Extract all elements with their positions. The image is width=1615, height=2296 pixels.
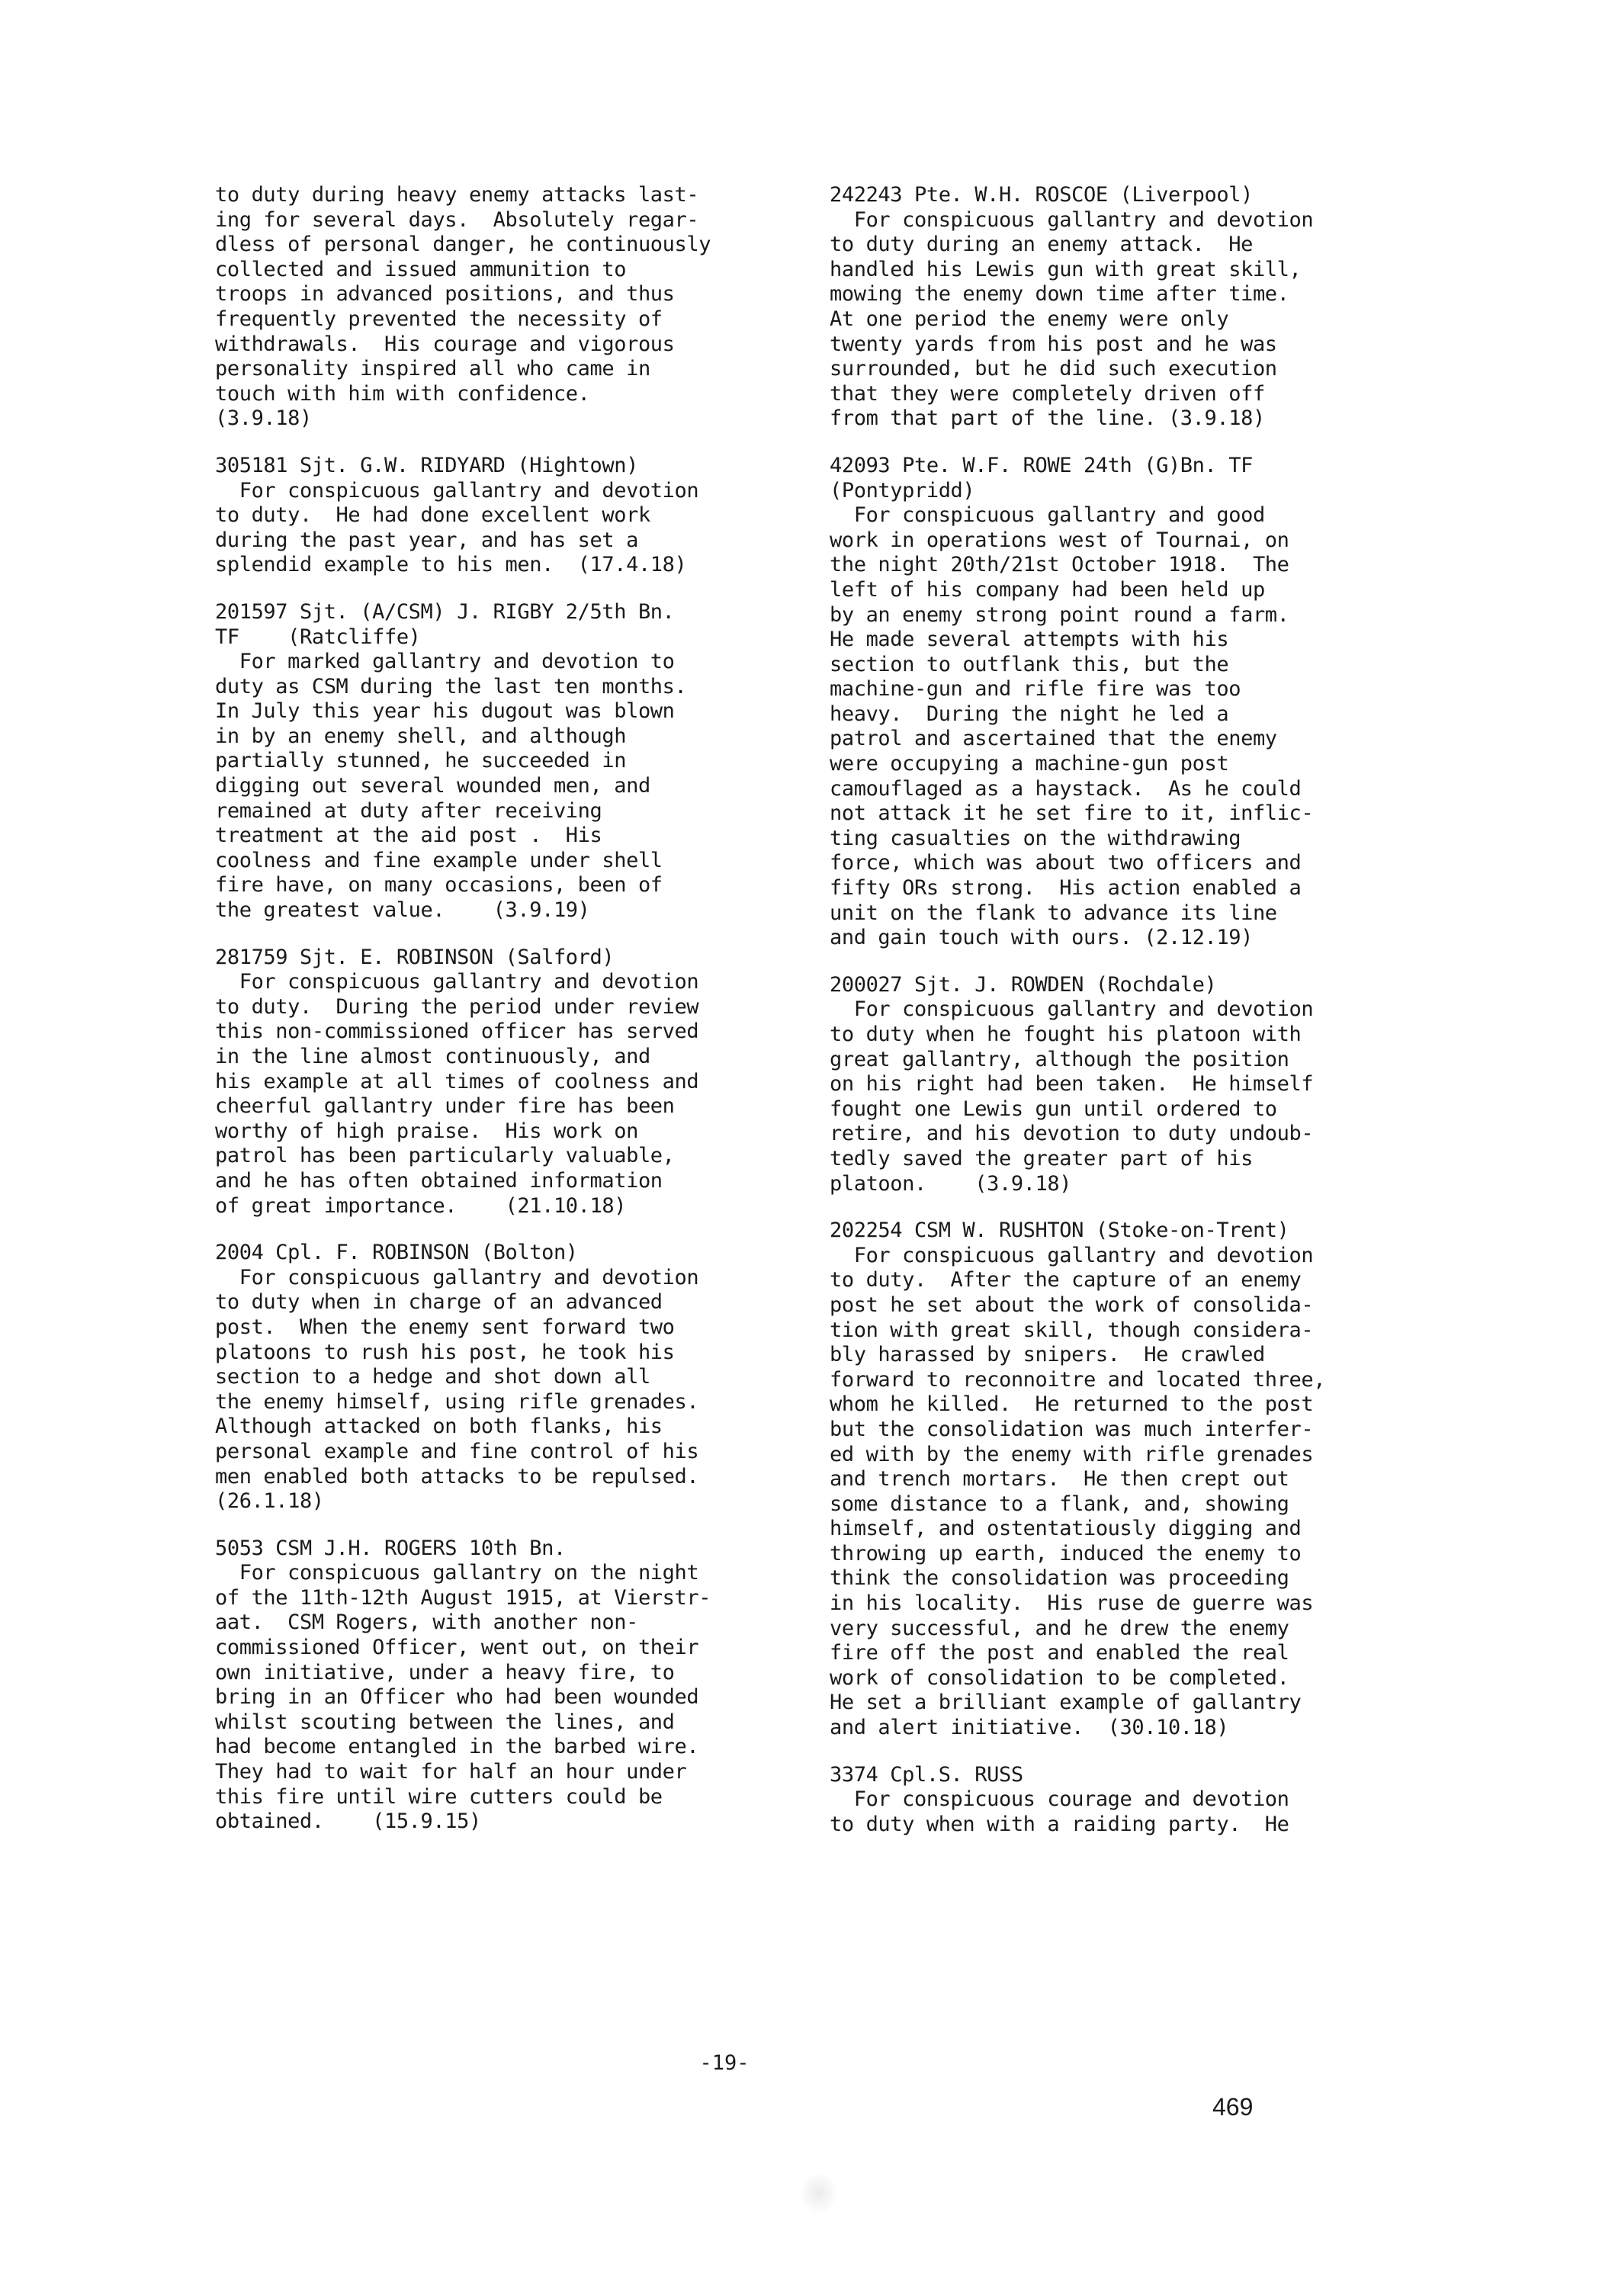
citation-text-line: whom he killed. He returned to the post bbox=[830, 1392, 1314, 1417]
citation-text-line: by an enemy strong point round a farm. bbox=[830, 602, 1289, 627]
citation-text-line: this fire until wire cutters could be bbox=[215, 1784, 663, 1809]
citation-text-line: fire have, on many occasions, been of bbox=[215, 873, 663, 898]
citation-text-line: patrol and ascertained that the enemy bbox=[830, 727, 1277, 751]
citation-heading-line: 5053 CSM J.H. ROGERS 10th Bn. bbox=[215, 1536, 566, 1560]
citation-text-line: ed with by the enemy with rifle grenades bbox=[830, 1442, 1314, 1466]
citation-heading-line: 201597 Sjt. (A/CSM) J. RIGBY 2/5th Bn. bbox=[215, 599, 675, 624]
page-number: -19- bbox=[699, 2051, 750, 2075]
citation-heading-line: 202254 CSM W. RUSHTON (Stoke-on-Trent) bbox=[830, 1219, 1289, 1243]
citation-text-line: men enabled both attacks to be repulsed. bbox=[215, 1464, 699, 1488]
citation-text-line: At one period the enemy were only bbox=[830, 307, 1229, 331]
citation-text-line: dless of personal danger, he continuously bbox=[215, 233, 711, 257]
citation-entry bbox=[830, 973, 1455, 1196]
citation-text-line: Although attacked on both flanks, his bbox=[215, 1415, 663, 1439]
citation-heading-line: 3374 Cpl.S. RUSS bbox=[830, 1762, 1023, 1787]
citation-text-line: TF (Ratcliffe) bbox=[215, 625, 421, 649]
citation-text-line: treatment at the aid post . His bbox=[215, 824, 602, 848]
left-column bbox=[215, 183, 840, 1857]
citation-text-line: For conspicuous gallantry and devotion bbox=[830, 1243, 1314, 1267]
citation-entry bbox=[830, 454, 1455, 951]
citation-text-line: troops in advanced positions, and thus bbox=[215, 282, 675, 307]
scan-smudge bbox=[801, 2173, 837, 2213]
citation-text-line: his example at all times of coolness and bbox=[215, 1069, 699, 1093]
citation-text-line: great gallantry, although the position bbox=[830, 1047, 1289, 1071]
citation-text-line: and he has often obtained information bbox=[215, 1168, 663, 1193]
citation-entry bbox=[830, 1219, 1455, 1740]
citation-text-line: (Pontypridd) bbox=[830, 478, 975, 503]
citation-text-line: fought one Lewis gun until ordered to bbox=[830, 1097, 1277, 1121]
citation-text-line: For conspicuous gallantry on the night bbox=[215, 1561, 699, 1585]
citation-heading-line: 200027 Sjt. J. ROWDEN (Rochdale) bbox=[830, 972, 1217, 997]
citation-text-line: had become entangled in the barbed wire. bbox=[215, 1735, 699, 1759]
citation-text-line: coolness and fine example under shell bbox=[215, 848, 663, 872]
citation-heading-line: 2004 Cpl. F. ROBINSON (Bolton) bbox=[215, 1241, 578, 1265]
citation-text-line: digging out several wounded men, and bbox=[215, 774, 650, 798]
citation-text-line: obtained. (15.9.15) bbox=[215, 1810, 481, 1834]
citation-text-line: For conspicuous gallantry and devotion bbox=[215, 970, 699, 994]
citation-text-line: cheerful gallantry under fire has been bbox=[215, 1094, 675, 1119]
citation-text-line: of the 11th-12th August 1915, at Vierstr- bbox=[215, 1585, 711, 1610]
citation-text-line: that they were completely driven off bbox=[830, 381, 1265, 406]
citation-text-line: duty as CSM during the last ten months. bbox=[215, 674, 687, 698]
citation-text-line: In July this year his dugout was blown bbox=[215, 699, 675, 724]
citation-text-line: post. When the enemy sent forward two bbox=[215, 1315, 675, 1339]
citation-text-line: to duty. After the capture of an enemy bbox=[830, 1268, 1302, 1293]
citation-text-line: (26.1.18) bbox=[215, 1489, 324, 1514]
citation-entry bbox=[830, 1763, 1455, 1838]
citation-text-line: think the consolidation was proceeding bbox=[830, 1566, 1289, 1591]
citation-text-line: himself, and ostentatiously digging and bbox=[830, 1517, 1302, 1541]
citation-text-line: this non-commissioned officer has served bbox=[215, 1020, 699, 1044]
citation-text-line: platoon. (3.9.18) bbox=[830, 1171, 1072, 1196]
citation-heading-line: 242243 Pte. W.H. ROSCOE (Liverpool) bbox=[830, 183, 1253, 207]
citation-text-line: patrol has been particularly valuable, bbox=[215, 1144, 675, 1168]
citation-text-line: were occupying a machine-gun post bbox=[830, 752, 1229, 776]
citation-text-line: ting casualties on the withdrawing bbox=[830, 826, 1241, 850]
citation-text-line: commissioned Officer, went out, on their bbox=[215, 1636, 699, 1660]
citation-text-line: retire, and his devotion to duty undoub- bbox=[830, 1122, 1314, 1146]
citation-text-line: very successful, and he drew the enemy bbox=[830, 1616, 1289, 1640]
citation-text-line: post he set about the work of consolida- bbox=[830, 1293, 1314, 1317]
citation-heading-line: 281759 Sjt. E. ROBINSON (Salford) bbox=[215, 945, 615, 969]
citation-text-line: tedly saved the greater part of his bbox=[830, 1146, 1253, 1170]
citation-heading-line: to duty during heavy enemy attacks last- bbox=[215, 183, 699, 207]
citation-text-line: camouflaged as a haystack. As he could bbox=[830, 776, 1302, 801]
citation-text-line: force, which was about two officers and bbox=[830, 851, 1302, 875]
citation-text-line: section to a hedge and shot down all bbox=[215, 1365, 650, 1389]
citation-text-line: throwing up earth, induced the enemy to bbox=[830, 1541, 1302, 1565]
citation-text-line: in the line almost continuously, and bbox=[215, 1045, 650, 1068]
citation-entry bbox=[830, 183, 1455, 432]
citation-text-line: the greatest value. (3.9.19) bbox=[215, 898, 590, 923]
citation-entry bbox=[215, 183, 840, 432]
citation-text-line: For conspicuous gallantry and devotion bbox=[215, 1265, 699, 1289]
citation-text-line: during the past year, and has set a bbox=[215, 528, 638, 552]
citation-text-line: in by an enemy shell, and although bbox=[215, 724, 627, 748]
citation-text-line: some distance to a flank, and, showing bbox=[830, 1492, 1289, 1516]
citation-text-line: in his locality. His ruse de guerre was bbox=[830, 1591, 1314, 1616]
citation-text-line: of great importance. (21.10.18) bbox=[215, 1193, 627, 1218]
citation-text-line: whilst scouting between the lines, and bbox=[215, 1710, 675, 1734]
citation-text-line: For conspicuous courage and devotion bbox=[830, 1787, 1289, 1812]
citation-heading-line: 305181 Sjt. G.W. RIDYARD (Hightown) bbox=[215, 453, 638, 477]
citation-text-line: For conspicuous gallantry and good bbox=[830, 503, 1265, 528]
citation-text-line: from that part of the line. (3.9.18) bbox=[830, 406, 1265, 431]
citation-text-line: remained at duty after receiving bbox=[215, 798, 602, 823]
citation-text-line: section to outflank this, but the bbox=[830, 652, 1229, 676]
citation-text-line: machine-gun and rifle fire was too bbox=[830, 677, 1241, 702]
citation-text-line: fire off the post and enabled the real bbox=[830, 1641, 1289, 1665]
citation-text-line: They had to wait for half an hour under bbox=[215, 1760, 687, 1784]
citation-entry bbox=[215, 1241, 840, 1514]
citation-text-line: own initiative, under a heavy fire, to bbox=[215, 1660, 675, 1684]
citation-text-line: to duty during an enemy attack. He bbox=[830, 233, 1253, 257]
citation-text-line: to duty when with a raiding party. He bbox=[830, 1812, 1289, 1836]
citation-text-line: For conspicuous gallantry and devotion bbox=[830, 207, 1314, 232]
citation-text-line: platoons to rush his post, he took his bbox=[215, 1340, 675, 1364]
citation-text-line: left of his company had been held up bbox=[830, 577, 1265, 602]
citation-text-line: unit on the flank to advance its line bbox=[830, 901, 1277, 925]
citation-text-line: and alert initiative. (30.10.18) bbox=[830, 1716, 1229, 1740]
citation-text-line: tion with great skill, though considera- bbox=[830, 1318, 1314, 1342]
citation-text-line: on his right had been taken. He himself bbox=[830, 1072, 1314, 1097]
citation-text-line: For conspicuous gallantry and devotion bbox=[215, 478, 699, 503]
citation-text-line: ing for several days. Absolutely regar- bbox=[215, 207, 699, 232]
citation-entry bbox=[215, 454, 840, 578]
citation-text-line: He made several attempts with his bbox=[830, 628, 1229, 652]
citation-text-line: (3.9.18) bbox=[215, 406, 312, 431]
citation-text-line: surrounded, but he did such execution bbox=[830, 357, 1277, 381]
citation-text-line: For marked gallantry and devotion to bbox=[215, 650, 675, 674]
citation-text-line: forward to reconnoitre and located three, bbox=[830, 1367, 1326, 1392]
citation-text-line: frequently prevented the necessity of bbox=[215, 307, 663, 331]
citation-text-line: partially stunned, he succeeded in bbox=[215, 749, 627, 773]
citation-text-line: bly harassed by snipers. He crawled bbox=[830, 1343, 1265, 1367]
citation-text-line: bring in an Officer who had been wounded bbox=[215, 1685, 699, 1710]
citation-text-line: and trench mortars. He then crept out bbox=[830, 1467, 1289, 1492]
citation-text-line: withdrawals. His courage and vigorous bbox=[215, 332, 675, 356]
citation-text-line: to duty. During the period under review bbox=[215, 994, 699, 1019]
citation-text-line: the enemy himself, using rifle grenades. bbox=[215, 1389, 699, 1414]
citation-text-line: to duty when he fought his platoon with bbox=[830, 1023, 1302, 1046]
citation-text-line: aat. CSM Rogers, with another non- bbox=[215, 1610, 638, 1635]
citation-text-line: mowing the enemy down time after time. bbox=[830, 282, 1289, 307]
right-column bbox=[830, 183, 1455, 1859]
citation-text-line: the night 20th/21st October 1918. The bbox=[830, 553, 1289, 577]
citation-text-line: fifty ORs strong. His action enabled a bbox=[830, 876, 1302, 901]
citation-text-line: and gain touch with ours. (2.12.19) bbox=[830, 926, 1253, 950]
citation-text-line: He set a brilliant example of gallantry bbox=[830, 1691, 1302, 1715]
citation-text-line: twenty yards from his post and he was bbox=[830, 332, 1277, 356]
citation-text-line: not attack it he set fire to it, inflic- bbox=[830, 801, 1314, 826]
citation-text-line: handled his Lewis gun with great skill, bbox=[830, 257, 1302, 281]
citation-entry bbox=[215, 946, 840, 1219]
citation-text-line: splendid example to his men. (17.4.18) bbox=[215, 553, 687, 577]
citation-text-line: collected and issued ammunition to bbox=[215, 257, 627, 281]
citation-text-line: heavy. During the night he led a bbox=[830, 702, 1229, 726]
folio-number: 469 bbox=[1212, 2093, 1254, 2121]
citation-entry bbox=[215, 600, 840, 923]
citation-text-line: worthy of high praise. His work on bbox=[215, 1119, 638, 1143]
citation-text-line: personal example and fine control of his bbox=[215, 1439, 699, 1463]
citation-text-line: work of consolidation to be completed. bbox=[830, 1665, 1289, 1690]
citation-text-line: to duty. He had done excellent work bbox=[215, 503, 650, 528]
citation-heading-line: 42093 Pte. W.F. ROWE 24th (G)Bn. TF bbox=[830, 453, 1253, 477]
citation-text-line: touch with him with confidence. bbox=[215, 381, 590, 406]
citation-text-line: work in operations west of Tournai, on bbox=[830, 528, 1289, 552]
citation-entry bbox=[215, 1537, 840, 1835]
citation-text-line: personality inspired all who came in bbox=[215, 357, 650, 381]
citation-text-line: but the consolidation was much interfer- bbox=[830, 1417, 1314, 1441]
citation-text-line: to duty when in charge of an advanced bbox=[215, 1290, 663, 1315]
citation-text-line: For conspicuous gallantry and devotion bbox=[830, 997, 1314, 1022]
